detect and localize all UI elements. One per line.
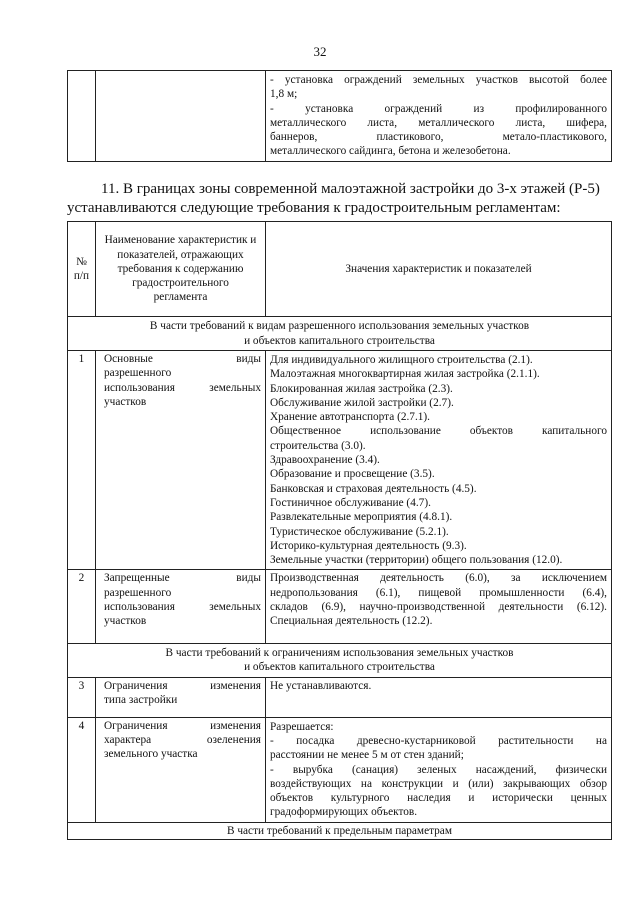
- row-1-name-line: использования земельных: [104, 381, 261, 394]
- row-2-num: 2: [68, 570, 96, 643]
- continued-line: металлического листа, металлического листа, шифера,: [270, 116, 607, 129]
- row-4-value-line: воздействующих на конструкции и (или) закрывающих обзор: [270, 777, 607, 790]
- row-1-values: [266, 351, 612, 570]
- continued-line: металлического сайдинга, бетона и железобетона.: [270, 145, 511, 158]
- row-4-value-line: Разрешается:: [270, 720, 334, 733]
- row-1-name: [96, 351, 266, 570]
- continued-name-cell: [96, 71, 266, 162]
- row-4-value-line: - посадка древесно-кустарниковой растительности на: [270, 734, 607, 747]
- section-2-line-2: и объектов капитального строительства: [244, 661, 435, 674]
- row-2-name: [96, 570, 266, 643]
- row-1-name-line: Основные виды: [104, 353, 261, 365]
- row-2-name-line: участков: [104, 615, 147, 628]
- row-3-num: 3: [68, 677, 96, 717]
- row-1-value-line: Развлекательные мероприятия (4.8.1).: [270, 511, 453, 524]
- row-3-name-line: типа застройки: [104, 693, 178, 706]
- row-4-name-line: земельного участка: [104, 748, 198, 761]
- header-name: Наименование характеристик и показателей, отражающих требования к содержанию градостроительного регламента: [96, 222, 266, 317]
- page-number: 32: [313, 44, 327, 59]
- row-4-value-line: градоформирующих объектов.: [270, 806, 418, 819]
- heading-line-1: 11. В границах зоны современной малоэтажной застройки до 3-х этажей (Р-5): [101, 181, 600, 197]
- continued-table: [67, 70, 612, 162]
- row-4-value-line: расстоянии не менее 5 м от стен зданий;: [270, 749, 464, 762]
- row-4-name: [96, 717, 266, 822]
- row-2-value-line: Производственная деятельность (6.0), за исключением: [270, 572, 607, 585]
- section-1-line-2: и объектов капитального строительства: [244, 334, 435, 347]
- row-3-name: [96, 677, 266, 717]
- section-1-line-1: В части требований к видам разрешенного использования земельных участков: [149, 320, 530, 333]
- row-1-value-line: Образование и просвещение (3.5).: [270, 468, 435, 481]
- table-header-row: [68, 222, 612, 317]
- table-row-1: [68, 351, 612, 570]
- row-4-name-line: характера озеленения: [104, 733, 261, 746]
- row-2-values: [266, 570, 612, 643]
- row-1-value-line: Здравоохранение (3.4).: [270, 454, 380, 467]
- row-4-values: [266, 717, 612, 822]
- row-3-value: Не устанавливаются.: [266, 677, 612, 717]
- header-num: № п/п: [68, 222, 96, 317]
- row-2-value-line: недропользования (6.1), пищевой промышленности (6.4),: [270, 586, 607, 599]
- row-1-value-line: Обслуживание жилой застройки (2.7).: [270, 396, 454, 409]
- section-row-3: [68, 822, 612, 839]
- table-row-2: [68, 570, 612, 643]
- requirements-table: [67, 221, 612, 840]
- continued-num-cell: [68, 71, 96, 162]
- row-1-value-line: Блокированная жилая застройка (2.3).: [270, 382, 453, 395]
- row-1-value-line: строительства (3.0).: [270, 439, 366, 452]
- row-2-name-line: разрешенного: [104, 586, 172, 599]
- row-1-num: 1: [68, 351, 96, 570]
- row-1-value-line: Общественное использование объектов капитального: [270, 425, 607, 438]
- row-1-value-line: Малоэтажная многоквартирная жилая застройка (2.1.1).: [270, 368, 540, 381]
- row-1-value-line: Гостиничное обслуживание (4.7).: [270, 496, 431, 509]
- section-row-2: [68, 643, 612, 677]
- section-title-3: В части требований к предельным параметрам: [68, 822, 612, 839]
- continued-line: баннеров, пластикового, метало-пластикового,: [270, 131, 607, 144]
- continued-line: 1,8 м;: [270, 88, 298, 101]
- section-heading: [67, 180, 611, 218]
- row-4-value-line: - вырубка (санация) зеленых насаждений, физически: [270, 763, 607, 776]
- row-1-value-line: Историко-культурная деятельность (9.3).: [270, 539, 467, 552]
- section-row-1: [68, 317, 612, 351]
- table-row-3: [68, 677, 612, 717]
- continued-line: - установка ограждений из профилированного: [270, 102, 607, 115]
- row-1-value-line: Для индивидуального жилищного строительства (2.1).: [270, 354, 533, 366]
- row-4-num: 4: [68, 717, 96, 822]
- row-1-value-line: Туристическое обслуживание (5.2.1).: [270, 525, 449, 538]
- table-row-4: [68, 717, 612, 822]
- row-4-name-line: Ограничения изменения: [104, 719, 261, 732]
- row-1-value-line: Хранение автотранспорта (2.7.1).: [270, 411, 431, 424]
- section-2-line-1: В части требований к ограничениям использования земельных участков: [165, 646, 514, 659]
- row-1-name-line: участков: [104, 395, 147, 408]
- continued-values-cell: [266, 71, 612, 162]
- continued-line: - установка ограждений земельных участков высотой более: [270, 74, 607, 86]
- row-1-value-line: Земельные участки (территории) общего пользования (12.0).: [270, 554, 563, 567]
- row-1-value-line: Банковская и страховая деятельность (4.5).: [270, 482, 477, 495]
- section-title-2: [68, 643, 612, 677]
- row-2-name-line: Запрещенные виды: [104, 572, 261, 585]
- section-title-1: [68, 317, 612, 351]
- row-2-value-line: складов (6.9), научно-производственной деятельности (6.12).: [270, 601, 607, 614]
- heading-line-2: устанавливаются следующие требования к градостроительным регламентам:: [67, 200, 561, 216]
- row-2-value-line: Специальная деятельность (12.2).: [270, 615, 433, 628]
- header-values: Значения характеристик и показателей: [266, 222, 612, 317]
- row-3-name-line: Ограничения изменения: [104, 679, 261, 692]
- row-4-value-line: объектов культурного наследия и исторически ценных: [270, 792, 607, 805]
- row-1-name-line: разрешенного: [104, 367, 172, 380]
- row-2-name-line: использования земельных: [104, 601, 261, 614]
